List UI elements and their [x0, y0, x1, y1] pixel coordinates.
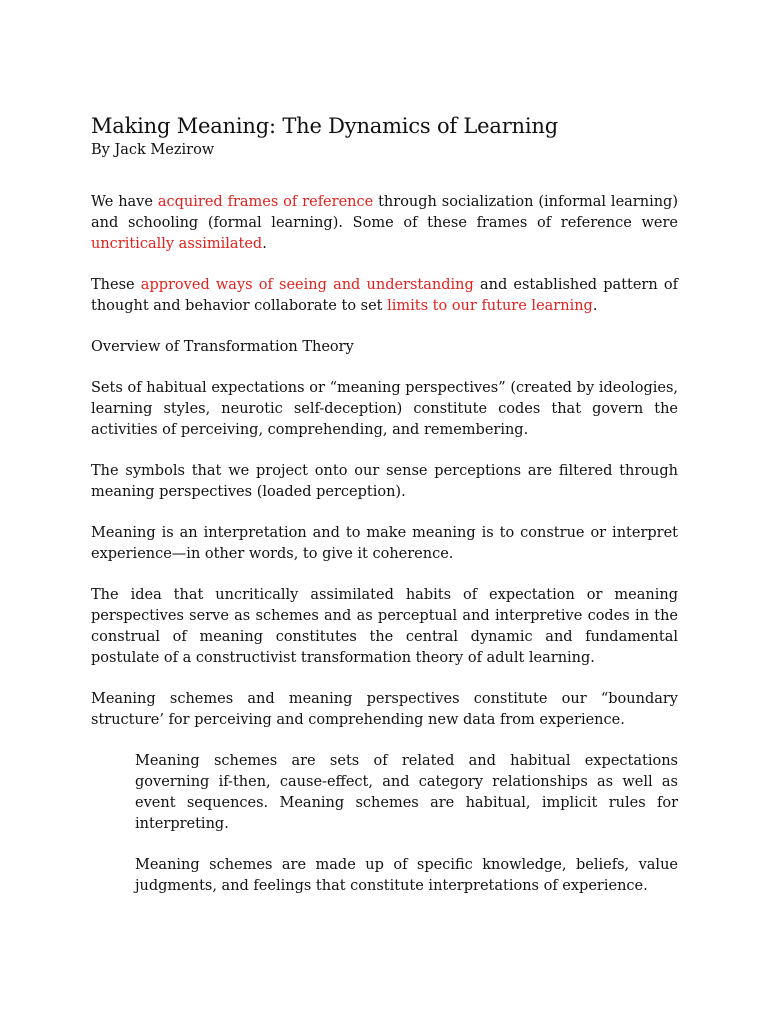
paragraph-central-postulate: The idea that uncritically assimilated habits of expectation or meaning perspectives serve as schemes and as perceptual and interpretive codes in the construal of meaning constitutes the central dynamic and fundamental postulate of a constructivist transformation theory of adult learning.	[91, 587, 678, 666]
paragraph-meaning-perspectives: Sets of habitual expectations or “meaning perspectives” (created by ideologies, learning styles, neurotic self-deception) constitute codes that govern the activities of perceiving, comprehending, and remembering.	[91, 380, 678, 438]
paragraph-boundary-structure: Meaning schemes and meaning perspectives constitute our “boundary structure’ for perceiving and comprehending new data from experience.	[91, 691, 678, 728]
text-segment: These	[91, 277, 141, 293]
highlight-acquired-frames: acquired frames of reference	[157, 194, 374, 210]
paragraph-symbols: The symbols that we project onto our sense perceptions are filtered through meaning perspectives (loaded perception).	[91, 463, 678, 500]
text-segment: .	[262, 236, 267, 252]
document-title: Making Meaning: The Dynamics of Learning	[91, 114, 558, 138]
highlight-limits-future-learning: limits to our future learning	[387, 298, 593, 314]
text-segment: and established pattern of thought and behavior collaborate to set	[91, 277, 678, 314]
paragraph-meaning-schemes-components: Meaning schemes are made up of specific knowledge, beliefs, value judgments, and feelings that constitute interpretations of experience.	[135, 857, 678, 894]
document-page	[91, 112, 678, 917]
paragraph-frames-of-reference	[91, 192, 678, 255]
document-byline: By Jack Mezirow	[91, 142, 215, 158]
text-segment: .	[592, 298, 598, 314]
text-segment: through socialization (informal learning) and schooling (formal learning). Some of these frames of reference were	[91, 194, 678, 231]
highlight-approved-ways: approved ways of seeing and understanding	[140, 277, 474, 293]
text-segment: We have	[91, 194, 158, 210]
paragraph-meaning-schemes-definition: Meaning schemes are sets of related and habitual expectations governing if-then, cause-effect, and category relationships as well as event sequences. Meaning schemes are habitual, implicit rules for interpreting.	[135, 753, 678, 832]
paragraph-approved-ways	[91, 275, 678, 317]
highlight-uncritically-assimilated: uncritically assimilated	[91, 236, 263, 252]
section-heading: Overview of Transformation Theory	[91, 339, 354, 355]
paragraph-meaning-interpretation: Meaning is an interpretation and to make meaning is to construe or interpret experience—in other words, to give it coherence.	[91, 525, 678, 562]
